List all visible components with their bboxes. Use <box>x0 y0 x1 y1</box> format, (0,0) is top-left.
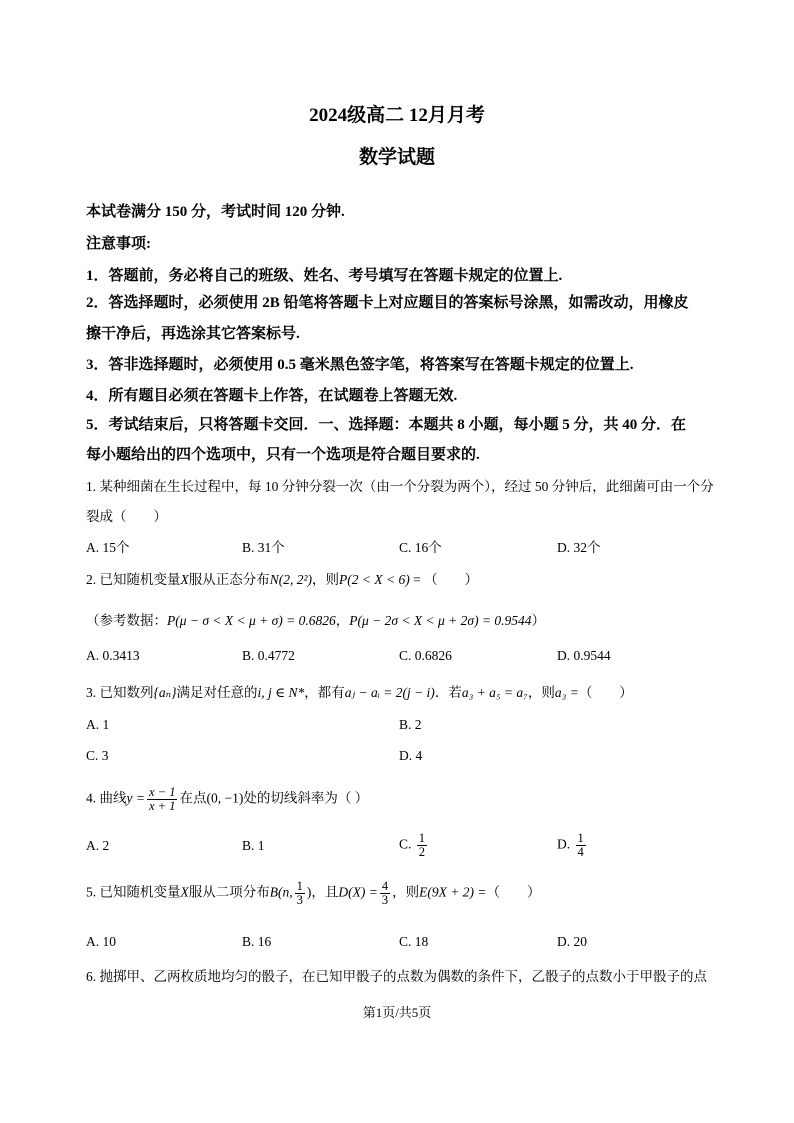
note-item-4: 4．所有题目必须在答题卡上作答，在试题卷上答题无效. <box>86 388 458 404</box>
question-5-variance-num: 4 <box>381 879 389 893</box>
question-5-suffix: （ ） <box>486 884 541 900</box>
question-5-dist-pre: B(n, <box>269 884 293 900</box>
question-2-prefix: 2. 已知随机变量 <box>86 572 181 587</box>
question-5-variance-fraction <box>380 880 390 907</box>
question-3-sequence: {aₙ} <box>153 685 177 700</box>
question-2-ref-end: ） <box>531 613 546 628</box>
note-item-5-line-2: 每小题给出的四个选项中，只有一个选项是符合题目要求的. <box>86 447 480 463</box>
question-5-text <box>86 880 540 907</box>
question-5-option-a: A. 10 <box>86 934 116 949</box>
question-2-mid2: ，则 <box>312 572 340 587</box>
question-2-option-c: C. 0.6826 <box>399 648 452 663</box>
question-4-option-d-den: 4 <box>577 845 584 860</box>
question-2-ref-2: P(μ − 2σ < X < μ + 2σ) = 0.9544 <box>349 613 532 628</box>
question-2-mid: 服从正态分布 <box>188 572 270 587</box>
question-2-ref-label: （参考数据： <box>86 613 167 628</box>
question-3-option-b: B. 2 <box>399 717 422 732</box>
exam-intro: 本试卷满分 150 分，考试时间 120 分钟. <box>86 204 345 220</box>
question-2-option-a: A. 0.3413 <box>86 648 140 663</box>
question-2-option-b: B. 0.4772 <box>242 648 295 663</box>
question-4-point: (0, −1) <box>206 790 244 806</box>
question-3-prefix: 3. 已知数列 <box>86 685 154 700</box>
question-5-option-d: D. 20 <box>557 934 587 949</box>
question-3-suffix: （ ） <box>578 685 633 700</box>
question-5-variance: D(X) = <box>338 884 378 900</box>
question-4-option-c-den: 2 <box>418 845 426 860</box>
question-3-mid3: ．若 <box>434 685 462 700</box>
question-5-dist-fraction <box>295 880 305 907</box>
notes-heading: 注意事项: <box>86 236 151 252</box>
question-4-option-a: A. 2 <box>86 838 110 853</box>
note-item-3: 3．答非选择题时，必须使用 0.5 毫米黑色签字笔，将答案写在答题卡规定的位置上. <box>86 357 634 373</box>
question-2-variable: X <box>180 572 189 587</box>
question-3-target: a₃ = <box>554 685 579 700</box>
question-2-probability: P(2 < X < 6) <box>339 572 410 587</box>
question-5-expectation: E(9X + 2) = <box>419 884 487 900</box>
question-4-option-d-fraction <box>576 832 586 859</box>
question-5-mid3: ，则 <box>392 884 420 900</box>
question-1-option-b: B. 31个 <box>242 540 285 555</box>
question-5-dist-den: 3 <box>296 893 303 908</box>
question-3-mid2: ，都有 <box>304 685 345 700</box>
question-4-mid: 在点 <box>179 790 207 806</box>
question-5-mid: 服从二项分布 <box>188 884 270 900</box>
question-2-ref-sep: ， <box>335 613 350 628</box>
question-5-option-c: C. 18 <box>399 934 429 949</box>
question-5-variance-den: 3 <box>381 893 389 908</box>
question-4-option-d-label: D. <box>557 836 571 852</box>
question-5-mid2: ，且 <box>311 884 339 900</box>
question-3-indices: i, j ∈ N* <box>257 685 305 700</box>
question-6-text-line-1: 6. 抛掷甲、乙两枚质地均匀的骰子，在已知甲骰子的点数为偶数的条件下，乙骰子的点数小于甲骰子的点 <box>86 969 707 984</box>
question-1-text-line-1: 1. 某种细菌在生长过程中，每 10 分钟分裂一次（由一个分裂为两个），经过 50 分钟后，此细菌可由一个分 <box>86 479 714 494</box>
note-item-5-line-1: 5．考试结束后，只将答题卡交回．一、选择题：本题共 8 小题，每小题 5 分，共 40 分．在 <box>86 417 687 433</box>
page-number: 第1页/共5页 <box>362 1005 432 1020</box>
question-4-prefix: 4. 曲线 <box>86 790 127 806</box>
question-5-dist-num: 1 <box>296 879 303 893</box>
question-4-option-c-fraction <box>417 832 427 859</box>
exam-title: 2024级高二 12月月考 <box>309 105 485 126</box>
question-1-text-line-2: 裂成（ ） <box>86 509 167 524</box>
question-3-mid: 满足对任意的 <box>176 685 258 700</box>
question-5-option-b: B. 16 <box>242 934 272 949</box>
question-4-text <box>86 786 368 813</box>
question-4-lhs: y = <box>126 790 145 806</box>
question-3-text <box>86 681 633 701</box>
question-3-option-c: C. 3 <box>86 748 109 763</box>
question-2-option-d: D. 0.9544 <box>557 648 611 663</box>
question-1-option-c: C. 16个 <box>399 540 442 555</box>
question-5-variable: X <box>180 884 189 900</box>
question-1-option-d: D. 32个 <box>557 540 601 555</box>
note-item-2-line-2: 擦干净后，再选涂其它答案标号. <box>86 326 300 342</box>
note-item-2-line-1: 2．答选择题时，必须使用 2B 铅笔将答题卡上对应题目的答案标号涂黑，如需改动，用橡皮 <box>86 295 689 311</box>
question-2-text <box>86 568 478 588</box>
question-5-dist-post: ) <box>306 884 312 900</box>
question-5-prefix: 5. 已知随机变量 <box>86 884 181 900</box>
question-2-suffix: = （ ） <box>409 572 479 587</box>
question-2-ref-1: P(μ − σ < X < μ + σ) = 0.6826 <box>167 613 336 628</box>
question-4-option-c-num: 1 <box>418 831 426 845</box>
question-4-option-c <box>399 832 429 859</box>
question-4-suffix: 处的切线斜率为（ ） <box>243 790 369 806</box>
question-1-option-a: A. 15个 <box>86 540 130 555</box>
question-3-relation: aⱼ − aᵢ = 2(j − i) <box>344 685 435 700</box>
question-4-option-c-label: C. <box>399 836 412 852</box>
question-2-reference <box>86 609 545 629</box>
question-3-condition: a₃ + a₅ = a₇ <box>461 685 528 700</box>
note-item-1: 1．答题前，务必将自己的班级、姓名、考号填写在答题卡规定的位置上. <box>86 268 563 284</box>
question-2-distribution: N(2, 2²) <box>269 572 313 587</box>
question-4-fraction <box>147 786 177 813</box>
question-4-numerator: x − 1 <box>148 785 176 799</box>
question-4-denominator: x + 1 <box>148 799 176 814</box>
question-3-option-d: D. 4 <box>399 748 423 763</box>
question-3-option-a: A. 1 <box>86 717 110 732</box>
question-4-option-b: B. 1 <box>242 838 265 853</box>
question-4-option-d <box>557 832 588 859</box>
question-3-mid4: ，则 <box>527 685 555 700</box>
question-4-option-d-num: 1 <box>577 831 584 845</box>
exam-subject: 数学试题 <box>358 147 435 168</box>
